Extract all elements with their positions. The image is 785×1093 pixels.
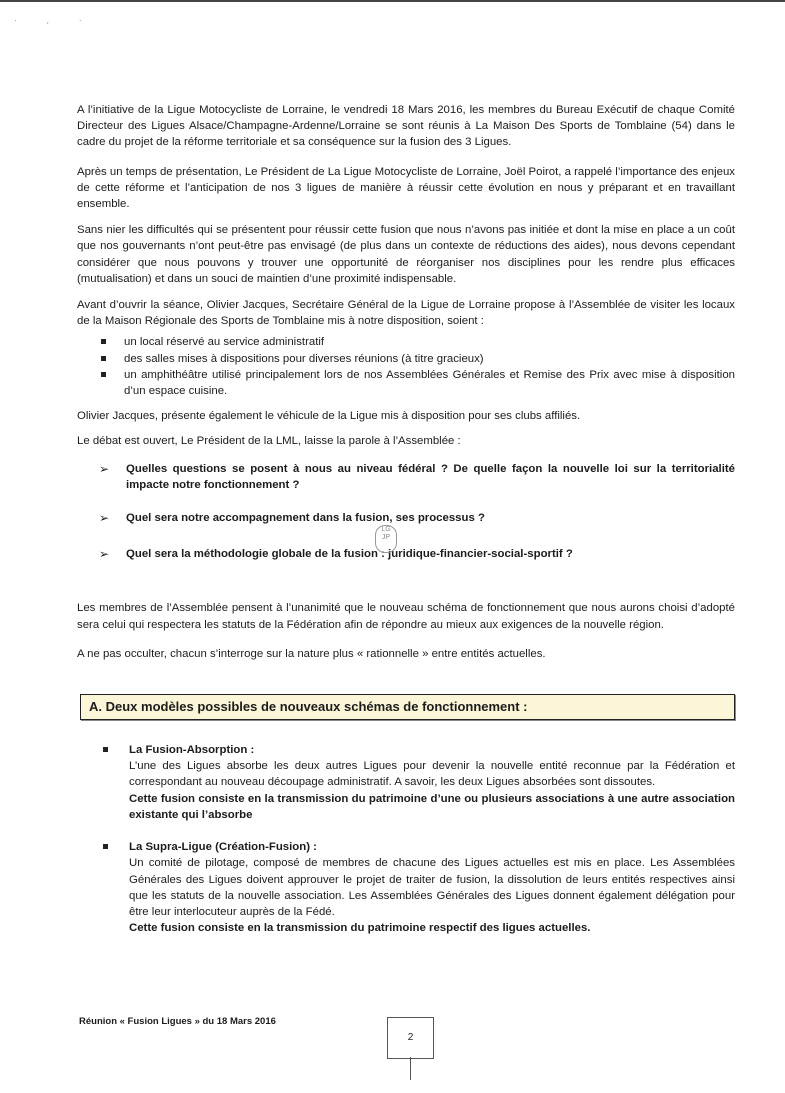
model-description: Un comité de pilotage, composé de membres de chacune des Ligues actuelles est mis en place. Les Assemblées Générales des Ligues doivent approuver le projet de traiter de fusion, la dissolution de leurs entités respectives ainsi que les statuts de la nouvelle association. Les Assemblées Générales des Ligues donnent également délégation pour être leur interlocuteur auprès de la Fédé.	[129, 857, 735, 918]
square-bullet-icon	[101, 372, 106, 377]
document-body	[77, 102, 735, 936]
arrowhead-icon: ➢	[99, 547, 110, 562]
page-number-box	[387, 1017, 434, 1059]
footer-label: Réunion « Fusion Ligues » du 18 Mars 2016	[79, 1016, 276, 1027]
locaux-list	[77, 334, 735, 399]
difficulties-paragraph: Sans nier les difficultés qui se présentent pour réussir cette fusion que nous n’avons pas initiée et dont la mise en place a un coût que nos gouvernants n’ont peut-être pas envisagé (de plus dans un contexte de réductions des aides), nous devons cependant considérer que nous pouvons y trouver une opportunité de réorganiser nos disciplines pour les rendre plus efficaces (mutualisation) et dans un souci de maintien d’une proximité indispensable.	[77, 224, 735, 285]
top-scan-border	[0, 0, 785, 2]
question-item	[77, 546, 735, 562]
unanimity-paragraph: Les membres de l’Assemblée pensent à l’unanimité que le nouveau schéma de fonctionnement que nous aurons choisi d’adopté sera celui qui respectera les statuts de la Fédération afin de répondre au mieux aux exigences de la nouvelle région.	[77, 602, 735, 631]
list-item-text: un local réservé au service administratif	[124, 336, 325, 349]
model-title: La Fusion-Absorption :	[129, 744, 255, 757]
arrowhead-icon: ➢	[99, 461, 110, 476]
model-title: La Supra-Ligue (Création-Fusion) :	[129, 841, 317, 854]
section-a-heading: A. Deux modèles possibles de nouveaux schémas de fonctionnement :	[80, 694, 735, 720]
vehicle-paragraph: Olivier Jacques, présente également le véhicule de la Ligue mis à disposition pour ses clubs affiliés.	[77, 410, 581, 423]
model-summary: Cette fusion consiste en la transmission du patrimoine d’une ou plusieurs associations à une autre association existante qui l’absorbe	[129, 792, 735, 821]
watermark-stamp: LG JP	[375, 525, 397, 553]
square-bullet-icon	[101, 339, 106, 344]
question-item	[77, 461, 735, 493]
rationale-paragraph: A ne pas occulter, chacun s’interroge sur la nature plus « rationnelle » entre entités actuelles.	[77, 647, 546, 660]
list-item	[77, 367, 735, 399]
model-item	[77, 742, 735, 823]
model-description: L’une des Ligues absorbe les deux autres Ligues pour devenir la nouvelle entité reconnue par la Fédération et correspondant au nouveau découpage administratif. A savoir, les deux Ligues absorbées sont dissoutes.	[129, 760, 735, 789]
list-item-text: des salles mises à dispositions pour diverses réunions (à titre gracieux)	[124, 352, 484, 365]
list-item-text: un amphithéâtre utilisé principalement lors de nos Assemblées Générales et Remise des Prix avec mise à disposition d’un espace cuisine.	[124, 368, 735, 398]
question-text: Quel sera notre accompagnement dans la fusion, ses processus ?	[126, 512, 485, 525]
model-summary: Cette fusion consiste en la transmission du patrimoine respectif des ligues actuelles.	[129, 922, 591, 935]
model-item	[77, 839, 735, 936]
arrowhead-icon: ➢	[99, 511, 110, 526]
questions-list	[77, 461, 735, 563]
list-item	[77, 334, 735, 350]
square-bullet-icon	[103, 747, 108, 752]
square-bullet-icon	[101, 356, 106, 361]
question-text: Quel sera la méthodologie globale de la fusion : juridique-financier-social-sportif ?	[126, 548, 573, 561]
question-item	[77, 510, 735, 526]
square-bullet-icon	[103, 844, 108, 849]
scan-specks: · ‚ ·	[14, 16, 96, 25]
page-tick-line	[410, 1057, 411, 1080]
question-text: Quelles questions se posent à nous au niveau fédéral ? De quelle façon la nouvelle loi sur la territorialité impacte notre fonctionnement ?	[126, 462, 735, 491]
intro-paragraph: A l’initiative de la Ligue Motocycliste de Lorraine, le vendredi 18 Mars 2016, les membres du Bureau Exécutif de chaque Comité Directeur des Ligues Alsace/Champagne-Ardenne/Lorraine se sont réunis à La Maison Des Sports de Tomblaine (54) dans le cadre du projet de la réforme territoriale et sa conséquence sur la fusion des 3 Ligues.	[77, 104, 735, 149]
list-item	[77, 351, 735, 367]
presentation-paragraph: Après un temps de présentation, Le Président de La Ligue Motocycliste de Lorraine, Joël Poirot, a rappelé l’importance des enjeux de cette réforme et l’anticipation de nos 3 ligues de manière à réussir cette évolution en nous y préparant et en travaillant ensemble.	[77, 165, 735, 211]
models-list	[77, 742, 735, 936]
visit-paragraph: Avant d’ouvrir la séance, Olivier Jacques, Secrétaire Général de la Ligue de Lorraine propose à l’Assemblée de visiter les locaux de la Maison Régionale des Sports de Tomblaine mis à notre disposition, soient :	[77, 299, 735, 328]
debate-paragraph: Le débat est ouvert, Le Président de la LML, laisse la parole à l’Assemblée :	[77, 435, 461, 448]
page-number: 2	[407, 1032, 414, 1043]
